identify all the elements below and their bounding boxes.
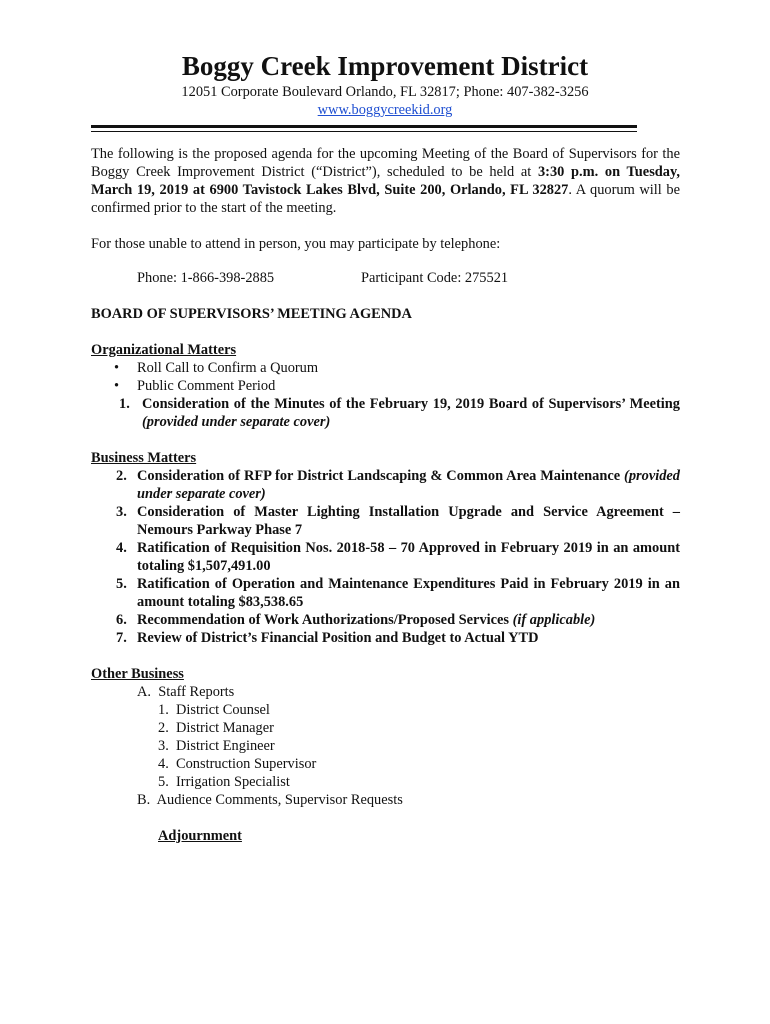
list-number: 2. (158, 720, 169, 736)
staff-report-item (158, 737, 275, 755)
item-text: Review of District’s Financial Position and Budget to Actual YTD (137, 630, 539, 646)
list-label: B. (137, 792, 151, 808)
public-comment-item: Public Comment Period (137, 378, 276, 394)
agenda-item-2 (116, 467, 680, 503)
staff-report-item (158, 755, 316, 773)
audience-comments-text: Audience Comments, Supervisor Requests (156, 792, 403, 808)
staff-report-text: District Engineer (176, 738, 275, 754)
participant-code: Participant Code: 275521 (361, 270, 509, 286)
agenda-item-5 (116, 575, 680, 611)
agenda-item-4 (116, 539, 680, 575)
agenda-item-3 (116, 503, 680, 539)
intro-text-after: . A quorum will be confirmed prior to the start of the meeting. (91, 182, 680, 216)
item-number: 3. (116, 504, 127, 520)
list-number: 1. (158, 702, 169, 718)
item-text: Ratification of Requisition Nos. 2018-58 – 70 Approved in February 2019 in an amount totaling $1,507,491.00 (137, 540, 680, 574)
adjournment-heading: Adjournment (158, 828, 242, 844)
item-number: 6. (116, 612, 127, 628)
bullet-icon: • (114, 378, 120, 394)
item-note: (provided under separate cover) (142, 414, 331, 430)
intro-meeting-details: 3:30 p.m. on Tuesday, March 19, 2019 at 6900 Tavistock Lakes Blvd, Suite 200, Orlando, FL 32827 (91, 164, 680, 198)
staff-report-item (158, 719, 274, 737)
agenda-title: BOARD OF SUPERVISORS’ MEETING AGENDA (91, 306, 412, 322)
list-number: 4. (158, 756, 169, 772)
staff-reports-label (137, 683, 234, 701)
telephone-intro: For those unable to attend in person, you may participate by telephone: (91, 236, 501, 252)
item-text: Recommendation of Work Authorizations/Proposed Services (137, 612, 513, 628)
list-number: 5. (158, 774, 169, 790)
district-address: 12051 Corporate Boulevard Orlando, FL 32817; Phone: 407-382-3256 (181, 84, 589, 100)
item-text: Consideration of RFP for District Landscaping & Common Area Maintenance (137, 468, 625, 484)
agenda-item-6 (116, 611, 680, 629)
item-text: Consideration of Master Lighting Installation Upgrade and Service Agreement – Nemours Parkway Phase 7 (137, 504, 680, 538)
item-text: Consideration of the Minutes of the February 19, 2019 Board of Supervisors’ Meeting (142, 396, 680, 412)
item-number: 7. (116, 630, 127, 646)
website-link[interactable]: www.boggycreekid.org (317, 102, 453, 118)
intro-paragraph (91, 145, 680, 217)
business-heading: Business Matters (91, 450, 197, 466)
staff-report-text: District Manager (176, 720, 274, 736)
item-number: 1. (119, 396, 130, 412)
staff-report-item (158, 701, 270, 719)
staff-report-item (158, 773, 290, 791)
page-title: Boggy Creek Improvement District (181, 51, 589, 81)
phone-number: Phone: 1-866-398-2885 (137, 270, 275, 286)
item-note: (if applicable) (512, 612, 596, 628)
bullet-icon: • (114, 360, 120, 376)
list-label: A. (137, 684, 151, 700)
item-text: Ratification of Operation and Maintenance Expenditures Paid in February 2019 in an amount totaling $83,538.65 (137, 576, 680, 610)
agenda-item-1 (119, 395, 680, 431)
item-note: (provided under separate cover) (137, 468, 680, 502)
list-number: 3. (158, 738, 169, 754)
item-number: 2. (116, 468, 127, 484)
roll-call-item: Roll Call to Confirm a Quorum (137, 360, 319, 376)
other-business-heading: Other Business (91, 666, 184, 682)
staff-reports-text: Staff Reports (158, 684, 235, 700)
audience-comments-label (137, 791, 403, 809)
header-divider-thick (91, 125, 637, 128)
agenda-item-7 (116, 629, 680, 647)
staff-report-text: Construction Supervisor (176, 756, 317, 772)
staff-report-text: District Counsel (176, 702, 270, 718)
header-divider-thin (91, 131, 637, 132)
organizational-heading: Organizational Matters (91, 342, 237, 358)
item-number: 4. (116, 540, 127, 556)
intro-text-before: The following is the proposed agenda for the upcoming Meeting of the Board of Supervisors for the Boggy Creek Improvement District (“District”), scheduled to be held at (91, 146, 680, 180)
staff-report-text: Irrigation Specialist (176, 774, 290, 790)
item-number: 5. (116, 576, 127, 592)
